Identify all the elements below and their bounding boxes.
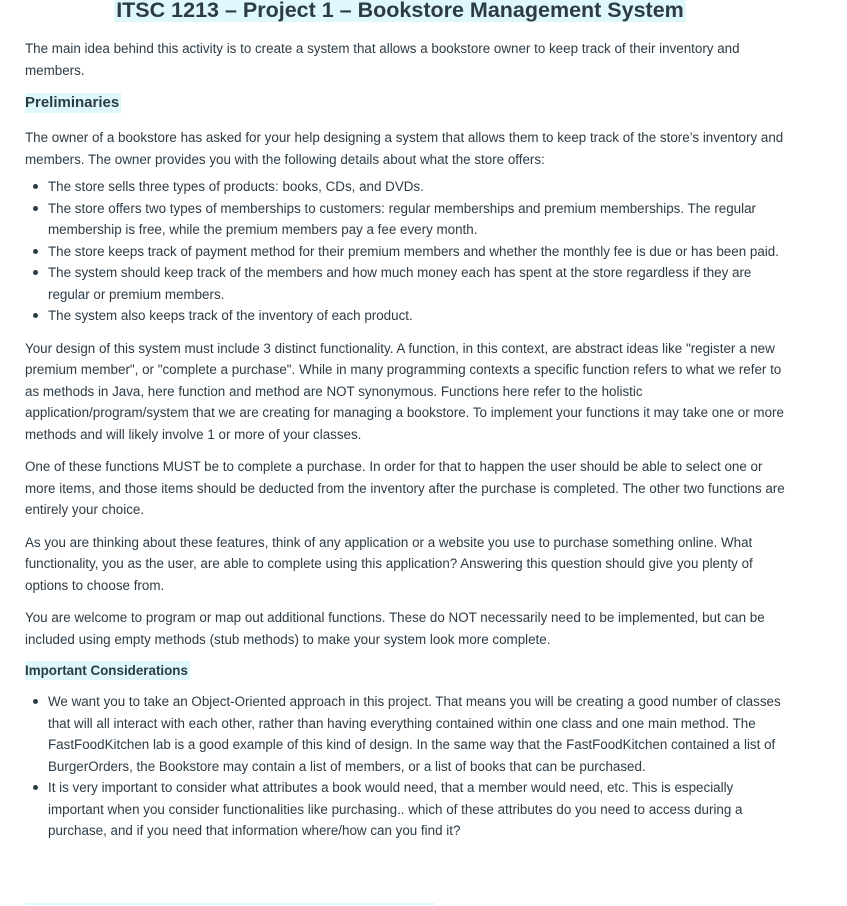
functionality-paragraph: Your design of this system must include 3 distinct functionality. A function, in this context, are abstract ideas like "register a new premium member", or "complete a purchase". While in many programming contexts a specific function refers to what we refer to as methods in Java, here function and method are NOT synonymous. Functions here refer to the holistic application/program/system that we are creating for managing a bookstore. To implement your functions it may take one or more methods and will likely involve 1 or more of your classes. xyxy=(25,340,784,442)
important-list xyxy=(25,691,790,842)
page-title: ITSC 1213 – Project 1 – Bookstore Management System xyxy=(116,0,684,22)
title-container xyxy=(0,0,800,24)
bullet-icon xyxy=(33,313,38,318)
list-item: The system also keeps track of the inventory of each product. xyxy=(48,305,790,327)
list-item: We want you to take an Object-Oriented approach in this project. That means you will be creating a good number of classes that will all interact with each other, rather than having everything contained within one class and one main method. The FastFoodKitchen lab is a good example of this kind of design. In the same way that the FastFoodKitchen contained a list of BurgerOrders, the Bookstore may contain a list of members, or a list of books that can be purchased. xyxy=(48,691,790,777)
additional-functions-paragraph: You are welcome to program or map out additional functions. These do NOT necessarily need to be implemented, but can be included using empty methods (stub methods) to make your system look more complete. xyxy=(25,610,765,647)
bullet-icon xyxy=(33,206,38,211)
intro-paragraph: The main idea behind this activity is to create a system that allows a bookstore owner to keep track of their inventory and members. xyxy=(25,41,740,78)
preliminaries-heading: Preliminaries xyxy=(25,94,120,111)
bullet-icon xyxy=(33,249,38,254)
bullet-icon xyxy=(33,699,38,704)
important-heading: Important Considerations xyxy=(25,663,188,678)
list-item: The store offers two types of memberships to customers: regular memberships and premium memberships. The regular membership is free, while the premium members pay a fee every month. xyxy=(48,198,790,241)
section-divider xyxy=(25,903,435,905)
bullet-icon xyxy=(33,785,38,790)
preliminaries-paragraph: The owner of a bookstore has asked for your help designing a system that allows them to keep track of the store’s inventory and members. The owner provides you with the following details about what the store offers: xyxy=(25,130,784,167)
list-item: The system should keep track of the members and how much money each has spent at the store regardless if they are regular or premium members. xyxy=(48,262,790,305)
preliminaries-list xyxy=(25,176,790,327)
bullet-icon xyxy=(33,270,38,275)
list-item: The store keeps track of payment method for their premium members and whether the monthly fee is due or has been paid. xyxy=(48,241,790,263)
features-paragraph: As you are thinking about these features, think of any application or a website you use to purchase something online. What functionality, you as the user, are able to complete using this application? Answering this question should give you plenty of options to choose from. xyxy=(25,534,753,593)
list-item: The store sells three types of products: books, CDs, and DVDs. xyxy=(48,176,790,198)
list-item: It is very important to consider what attributes a book would need, that a member would need, etc. This is especially important when you consider functionalities like purchasing.. which of these attributes do you need to access during a purchase, and if you need that information where/how can you find it? xyxy=(48,777,790,842)
document-body xyxy=(25,0,790,842)
bullet-icon xyxy=(33,184,38,189)
purchase-paragraph: One of these functions MUST be to complete a purchase. In order for that to happen the user should be able to select one or more items, and those items should be deducted from the inventory after the purchase is completed. The other two functions are entirely your choice. xyxy=(25,459,785,517)
